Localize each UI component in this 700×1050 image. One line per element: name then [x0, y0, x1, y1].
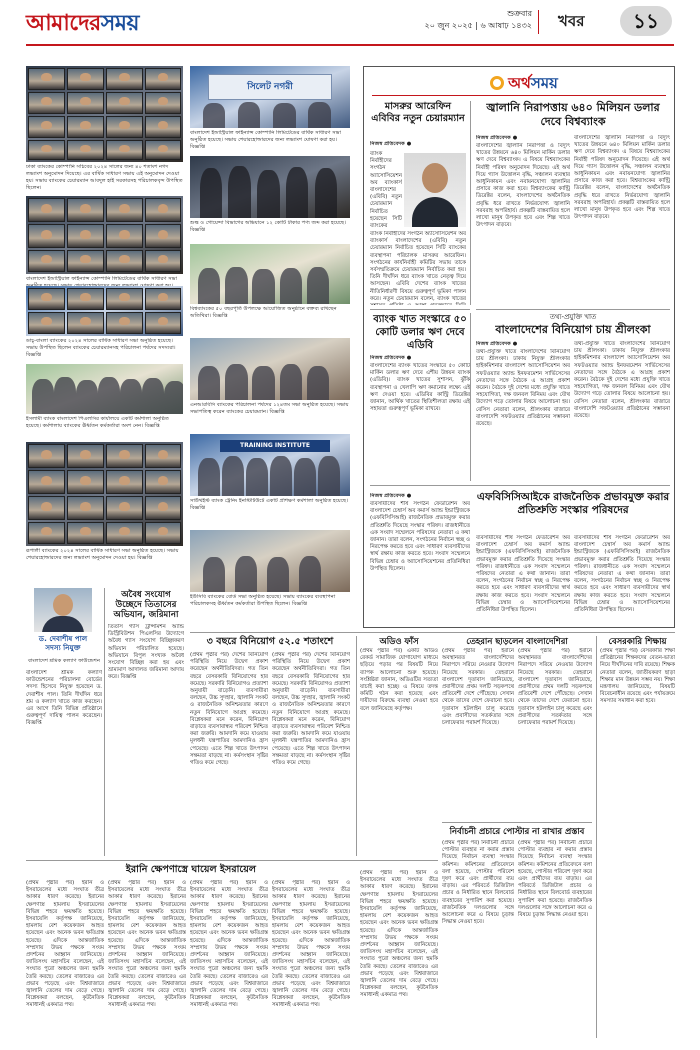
photo-caption: বিশ্বব্যাংকের ৫০ বছরপূর্তি উপলক্ষে আয়োজিত অনুষ্ঠানে বক্তব্য রাখছেন অতিথিরা। বিজ্ঞপ্তি: [190, 306, 337, 319]
zoom-meeting-photo[interactable]: [26, 196, 183, 274]
section-rule: [372, 95, 666, 96]
video-tile: [28, 496, 65, 520]
story-body: (প্রথম পৃষ্ঠার পর) ইরান ও ইসরায়েলের মধ্যে সংঘাত তীব্র আকার ধারণ করেছে। ইরানের ক্ষেপণাস্ত্র হামলায় ইসরায়েলের বিভিন্ন শহরে ক্ষয়ক্ষতি হয়েছে। ইসরায়েলি কর্তৃপক্ষ জানিয়েছে, হামলায় বেশ কয়েকজন আহত হয়েছেন এবং অনেক ভবন ক্ষতিগ্রস্ত হয়েছে। এদিকে আন্তর্জাতিক সম্প্রদায় উভয় পক্ষকে সংযম প্রদর্শনের আহ্বান জানিয়েছে। জাতিসংঘ মহাসচিব বলেছেন, এই সংঘাত পুরো অঞ্চলের জন্য হুমকি তৈরি করছে। তেলের বাজারেও এর প্রভাব পড়েছে এবং বিশ্ববাজারে জ্বালানি তেলের দাম বেড়ে গেছে। বিশ্লেষকরা বলছেন, কূটনৈতিক সমাধানই একমাত্র পথ।: [108, 880, 186, 1009]
training-photo[interactable]: [190, 434, 350, 496]
story-headline-investment[interactable]: ৩ বছরে বিনিয়োগ ৫২.৫ শতাংশে: [206, 636, 334, 647]
video-tile: [145, 250, 181, 272]
video-tile: [67, 250, 104, 272]
video-tile: [106, 140, 143, 160]
video-tile: [67, 224, 104, 248]
video-tile: [145, 312, 181, 334]
video-tile: [28, 140, 65, 160]
column-rule: [470, 313, 471, 481]
story-body: ব্যাংক নির্বাহীদের সংগঠন অ্যাসোসিয়েশন অব ব্যাংকার্স বাংলাদেশের (এবিবি) নতুন চেয়ারম্যান নির্বাচিত হয়েছেন সিটি ব্যাংকের: [370, 151, 402, 229]
story-body: (প্রথম পৃষ্ঠার পর) ইরানে অবস্থানরত বাংলাদেশিদের নিরাপদে সরিয়ে নেওয়ার উদ্যোগ নিয়েছে সরকার। তেহরানে বাংলাদেশ দূতাবাস জানিয়েছে, প্রবাসীদের প্রথম দলটি সড়কপথে প্রতিবেশী দেশে পৌঁছেছে। সেখান থেকে তাদের দেশে ফেরানো হবে। দূতাবাস হটলাইন চালু করেছে এবং প্রবাসীদের সতর্কতার সঙ্গে চলাফেরার পরামর্শ দিয়েছে।: [518, 648, 592, 727]
video-tile: [106, 288, 143, 310]
story-headline-adb[interactable]: ব্যাংক খাত সংস্কারে ৫০ কোটি ডলার ঋণ দেবে এডিবি: [373, 314, 467, 351]
photo-caption: ঢাকা ব্যাংকের কোম্পানি সচিবের ২০২৪ সালের জন্য ৪০ শতাংশ নগদ লভ্যাংশ অনুমোদন দিয়েছে। এর বার্ষিক সাধারণ সভায় এই অনুমোদন দেওয়া হয়। সভায় ব্যাংকের চেয়ারম্যান আবদুল হাই সরকারসহ পরিচালকবৃন্দ উপস্থিত ছিলেন।: [26, 164, 183, 191]
video-tile: [106, 522, 143, 544]
video-tile: [28, 470, 65, 494]
section-title[interactable]: খবর: [558, 12, 585, 30]
story-kicker: তথ্য-প্রযুক্তি খাত: [549, 313, 597, 321]
seminar-photo[interactable]: [190, 244, 350, 304]
zoom-meeting-photo[interactable]: [26, 66, 183, 162]
video-tile: [145, 68, 181, 90]
video-tile: [145, 288, 181, 310]
video-tile: [106, 116, 143, 138]
video-tile: [106, 444, 143, 468]
story-rule: [370, 485, 670, 486]
story-body: (প্রথম পৃষ্ঠার পর) দেশের বিনিয়োগ পরিস্থিতি নিয়ে উদ্বেগ প্রকাশ করেছেন অর্থনীতিবিদরা। গত তিন বছরে বেসরকারি বিনিয়োগের হার কমেছে। সরকারি বিনিয়োগও প্রত্যাশা অনুযায়ী বাড়েনি। ব্যবসায়ীরা বলছেন, উচ্চ সুদহার, জ্বালানি সংকট ও রাজনৈতিক অনিশ্চয়তার কারণে নতুন বিনিয়োগে আগ্রহ কমেছে। বিশ্লেষকরা মনে করেন, বিনিয়োগ বাড়াতে ব্যবসাবান্ধব পরিবেশ নিশ্চিত করা জরুরি। আমদানি কমে যাওয়ায় মূলধনী যন্ত্রপাতির আমদানিও হ্রাস পেয়েছে। এতে শিল্প খাতে উৎপাদন সক্ষমতা বাড়ছে না। কর্মসংস্থান সৃষ্টির গতিও কমে গেছে।: [272, 652, 350, 767]
profile-caption: বাংলাদেশ শ্রমিক কল্যাণ ফাউন্ডেশন: [28, 658, 100, 664]
video-tile: [106, 92, 143, 114]
video-tile: [28, 312, 65, 334]
video-tile: [28, 444, 65, 468]
header-rule: [26, 44, 674, 46]
photo-caption: এনআরবিসি ব্যাংকের পরিচালনা পর্ষদের ১২৪তম সভা অনুষ্ঠিত হয়েছে। সভায় সভাপতিত্ব করেন ব্যাংকের চেয়ারম্যান। বিজ্ঞপ্তি: [190, 402, 349, 415]
video-tile: [67, 68, 104, 90]
side-story-body: তিতাস গ্যাস ট্রান্সমিশন অ্যান্ড ডিস্ট্রিবিউশন পিএলসির উদ্যোগে অবৈধ গ্যাস সংযোগ বিচ্ছিন্নকরণ অভিযান পরিচালিত হয়েছে। অভিযানে বিপুল সংখ্যক অবৈধ সংযোগ বিচ্ছিন্ন করা হয় এবং ভ্রাম্যমাণ আদালত জরিমানা আদায় করে। বিজ্ঞপ্তি: [108, 624, 184, 681]
story-headline-private-education[interactable]: বেসরকারি শিক্ষায়: [608, 636, 667, 646]
video-tile: [67, 198, 104, 222]
story-headline-tehran[interactable]: তেহরান ছাড়লেন বাংলাদেশিরা: [466, 636, 568, 646]
column-rule: [104, 588, 105, 856]
video-tile: [145, 470, 181, 494]
conference-banner: সিলেট নগরী: [208, 74, 332, 100]
story-rule: [370, 309, 470, 310]
story-headline-audio[interactable]: অডিও ফাঁস: [379, 636, 419, 646]
story-rule: [476, 309, 670, 310]
video-tile: [67, 92, 104, 114]
video-tile: [28, 68, 65, 90]
story-headline-sri-lanka[interactable]: বাংলাদেশের বিনিয়োগ চায় শ্রীলংকা: [495, 323, 651, 336]
story-body: ব্যবসায়ীদের শীর্ষ সংগঠন ফেডারেশন অব বাংলাদেশ চেম্বার্স অব কমার্স অ্যান্ড ইন্ডাস্ট্রিজকে (এফবিসিসিআই) রাজনৈতিক প্রভাবমুক্ত করার প্রতিশ্রুতি দিয়েছে সংস্কার পরিষদ। রাজধানীতে এক সংবাদ সম্মেলনে পরিষদের নেতারা এ কথা জানান। তারা বলেন, সংগঠনের নির্বাচন স্বচ্ছ ও নিরপেক্ষ করতে হবে এবং সাধারণ ব্যবসায়ীদের স্বার্থ রক্ষায় কাজ করতে হবে। সংবাদ সম্মেলনে বিভিন্ন চেম্বার ও অ্যাসোসিয়েশনের প্রতিনিধিরা উপস্থিত ছিলেন।: [574, 535, 670, 614]
byline: নিজস্ব প্রতিবেদক ●: [476, 135, 518, 141]
business-section-box: [363, 66, 675, 628]
video-tile: [106, 250, 143, 272]
story-body: (প্রথম পৃষ্ঠার পর) ইরান ও ইসরায়েলের মধ্যে সংঘাত তীব্র আকার ধারণ করেছে। ইরানের ক্ষেপণাস্ত্র হামলায় ইসরায়েলের বিভিন্ন শহরে ক্ষয়ক্ষতি হয়েছে। ইসরায়েলি কর্তৃপক্ষ জানিয়েছে, হামলায় বেশ কয়েকজন আহত হয়েছেন এবং অনেক ভবন ক্ষতিগ্রস্ত হয়েছে। এদিকে আন্তর্জাতিক সম্প্রদায় উভয় পক্ষকে সংযম প্রদর্শনের আহ্বান জানিয়েছে। জাতিসংঘ মহাসচিব বলেছেন, এই সংঘাত পুরো অঞ্চলের জন্য হুমকি তৈরি করছে। তেলের বাজারেও এর প্রভাব পড়েছে এবং বিশ্ববাজারে জ্বালানি তেলের দাম বেড়ে গেছে। বিশ্লেষকরা বলছেন, কূটনৈতিক সমাধানই একমাত্র পথ।: [26, 880, 104, 1009]
photo-caption: ডাচ্-বাংলা ব্যাংকের ২০২৪ সালের বার্ষিক সাধারণ সভা অনুষ্ঠিত হয়েছে। সভায় উপস্থিত ছিলেন ব্যাংকের চেয়ারম্যানসহ পরিচালনা পর্ষদের সদস্যরা। বিজ্ঞপ্তি: [26, 338, 176, 358]
story-body: (প্রথম পৃষ্ঠার পর) বেসরকারি শিক্ষা প্রতিষ্ঠানের শিক্ষকদের বেতন-ভাতা নিয়ে দীর্ঘদিনের দাবি রয়েছে। শিক্ষক নেতারা বলেন, জাতীয়করণ ছাড়া শিক্ষার মান উন্নয়ন সম্ভব নয়। শিক্ষা মন্ত্রণালয় জানিয়েছে, বিষয়টি বিবেচনাধীন রয়েছে এবং পর্যায়ক্রমে সমস্যার সমাধান করা হবে।: [600, 648, 675, 705]
video-tile: [106, 198, 143, 222]
video-tile: [67, 496, 104, 520]
story-headline-election-poster[interactable]: নির্বাচনী প্রচারে পোস্টার না রাখার প্রস্তাব: [449, 826, 585, 836]
story-body: (প্রথম পৃষ্ঠার পর) ইরান ও ইসরায়েলের মধ্যে সংঘাত তীব্র আকার ধারণ করেছে। ইরানের ক্ষেপণাস্ত্র হামলায় ইসরায়েলের বিভিন্ন শহরে ক্ষয়ক্ষতি হয়েছে। ইসরায়েলি কর্তৃপক্ষ জানিয়েছে, হামলায় বেশ কয়েকজন আহত হয়েছেন এবং অনেক ভবন ক্ষতিগ্রস্ত হয়েছে। এদিকে আন্তর্জাতিক সম্প্রদায় উভয় পক্ষকে সংযম প্রদর্শনের আহ্বান জানিয়েছে। জাতিসংঘ মহাসচিব বলেছেন, এই সংঘাত পুরো অঞ্চলের জন্য হুমকি তৈরি করছে। তেলের বাজারেও এর প্রভাব পড়েছে এবং বিশ্ববাজারে জ্বালানি তেলের দাম বেড়ে গেছে। বিশ্লেষকরা বলছেন, কূটনৈতিক সমাধানই একমাত্র পথ।: [272, 880, 350, 1009]
byline: নিজস্ব প্রতিবেদক ●: [370, 141, 412, 147]
profile-photo[interactable]: [34, 588, 92, 632]
zoom-meeting-photo[interactable]: [26, 286, 183, 336]
byline: নিজস্ব প্রতিবেদক ●: [370, 493, 412, 499]
video-tile: [28, 116, 65, 138]
zoom-meeting-photo[interactable]: [26, 442, 183, 546]
video-tile: [28, 198, 65, 222]
story-body: (প্রথম পৃষ্ঠার পর) দেশের বিনিয়োগ পরিস্থিতি নিয়ে উদ্বেগ প্রকাশ করেছেন অর্থনীতিবিদরা। গত তিন বছরে বেসরকারি বিনিয়োগের হার কমেছে। সরকারি বিনিয়োগও প্রত্যাশা অনুযায়ী বাড়েনি। ব্যবসায়ীরা বলছেন, উচ্চ সুদহার, জ্বালানি সংকট ও রাজনৈতিক অনিশ্চয়তার কারণে নতুন বিনিয়োগে আগ্রহ কমেছে। বিশ্লেষকরা মনে করেন, বিনিয়োগ বাড়াতে ব্যবসাবান্ধব পরিবেশ নিশ্চিত করা জরুরি। আমদানি কমে যাওয়ায় মূলধনী যন্ত্রপাতির আমদানিও হ্রাস পেয়েছে। এতে শিল্প খাতে উৎপাদন সক্ষমতা বাড়ছে না। কর্মসংস্থান সৃষ্টির গতিও কমে গেছে।: [190, 652, 268, 767]
section-rule: [190, 632, 675, 633]
event-photo[interactable]: [26, 364, 183, 414]
date-block: [425, 8, 533, 32]
story-body: (প্রথম পৃষ্ঠার পর) ইরানে অবস্থানরত বাংলাদেশিদের নিরাপদে সরিয়ে নেওয়ার উদ্যোগ নিয়েছে সরকার। তেহরানে বাংলাদেশ দূতাবাস জানিয়েছে, প্রবাসীদের প্রথম দলটি সড়কপথে প্রতিবেশী দেশে পৌঁছেছে। সেখান থেকে তাদের দেশে ফেরানো হবে। দূতাবাস হটলাইন চালু করেছে এবং প্রবাসীদের সতর্কতার সঙ্গে চলাফেরার পরামর্শ দিয়েছে।: [442, 648, 514, 727]
board-meeting-photo[interactable]: [190, 338, 350, 400]
seizure-photo[interactable]: [190, 156, 350, 218]
page-header: [0, 0, 700, 48]
story-headline-iran-missile[interactable]: ইরানি ক্ষেপণাস্ত্রে ঘায়েল ইসরায়েল: [125, 864, 257, 875]
video-tile: [67, 444, 104, 468]
video-tile: [28, 288, 65, 310]
photo-caption: বাংলাদেশ ইন্ডাস্ট্রিয়াল ফাইন্যান্স কোম্পানি লিমিটেডের বার্ষিক সাধারণ সভা অনুষ্ঠিত হয়েছে। সভায় শেয়ারহোল্ডারদের জন্য লভ্যাংশ ঘোষণা করা হয়। বিজ্ঞপ্তি: [190, 130, 341, 150]
video-tile: [67, 116, 104, 138]
story-body: বাংলাদেশের জ্বালানি নিরাপত্তা ও বিদ্যুৎ খাতের উন্নয়নে ৬৪০ মিলিয়ন মার্কিন ডলার ঋণ দেবে বিশ্বব্যাংক। এ বিষয়ে বিশ্বব্যাংকের নির্বাহী পরিষদ অনুমোদন দিয়েছে। এই অর্থ দিয়ে গ্যাস উত্তোলন বৃদ্ধি, সঞ্চালন ব্যবস্থার আধুনিকায়ন এবং নবায়নযোগ্য জ্বালানির প্রসারে কাজ করা হবে। বিশ্বব্যাংকের কান্ট্রি ডিরেক্টর বলেন, বাংলাদেশের অর্থনৈতিক প্রবৃদ্ধি ধরে রাখতে নির্ভরযোগ্য জ্বালানি সরবরাহ অপরিহার্য। প্রকল্পটি বাস্তবায়িত হলে লাখো মানুষ উপকৃত হবে এবং শিল্প খাতে উৎপাদন বাড়বে।: [476, 143, 570, 229]
portrait-face: [422, 163, 448, 193]
photo-caption: বাংলাদেশ ইন্ডাস্ট্রিয়াল ফাইন্যান্স কোম্পানি লিমিটেডের বার্ষিক সাধারণ সভা: [26, 276, 177, 282]
portrait-suit: [42, 616, 84, 632]
date-label: ২০ জুন ২০২৫ | ৬ আষাঢ় ১৪৩২: [424, 21, 532, 30]
story-body: বাংলাদেশের জ্বালানি নিরাপত্তা ও বিদ্যুৎ খাতের উন্নয়নে ৬৪০ মিলিয়ন মার্কিন ডলার ঋণ দেবে বিশ্বব্যাংক। এ বিষয়ে বিশ্বব্যাংকের নির্বাহী পরিষদ অনুমোদন দিয়েছে। এই অর্থ দিয়ে গ্যাস উত্তোলন বৃদ্ধি, সঞ্চালন ব্যবস্থার আধুনিকায়ন এবং নবায়নযোগ্য জ্বালানির প্রসারে কাজ করা হবে। বিশ্বব্যাংকের কান্ট্রি ডিরেক্টর বলেন, বাংলাদেশের অর্থনৈতিক প্রবৃদ্ধি ধরে রাখতে নির্ভরযোগ্য জ্বালানি সরবরাহ অপরিহার্য। প্রকল্পটি বাস্তবায়িত হলে লাখো মানুষ উপকৃত হবে এবং শিল্প খাতে উৎপাদন বাড়বে।: [574, 135, 670, 221]
video-tile: [28, 92, 65, 114]
photo-caption: রূপালী ব্যাংকের ২০২৪ সালের বার্ষিক সাধারণ সভা অনুষ্ঠিত হয়েছে। সভায় শেয়ারহোল্ডারদের জন্য লভ্যাংশ অনুমোদন দেওয়া হয়। বিজ্ঞপ্তি: [26, 548, 179, 561]
page-number: ১১: [620, 6, 672, 36]
photo-caption: ইসলামী ব্যাংক বাংলাদেশ পিএলসির কার্যালয়ে একটি কর্মশালা অনুষ্ঠিত হয়েছে। কর্মশালায় ব্যাংকের ঊর্ধ্বতন কর্মকর্তারা অংশ নেন। বিজ্ঞপ্তি: [26, 416, 169, 429]
video-tile: [28, 522, 65, 544]
story-headline-abb-chair[interactable]: মাসরুর আরেফিন এবিবির নতুন চেয়ারম্যান: [371, 101, 465, 124]
story-body: ব্যবসায়ীদের শীর্ষ সংগঠন ফেডারেশন অব বাংলাদেশ চেম্বার্স অব কমার্স অ্যান্ড ইন্ডাস্ট্রিজকে (এফবিসিসিআই) রাজনৈতিক প্রভাবমুক্ত করার প্রতিশ্রুতি দিয়েছে সংস্কার পরিষদ। রাজধানীতে এক সংবাদ সম্মেলনে পরিষদের নেতারা এ কথা জানান। তারা বলেন, সংগঠনের নির্বাচন স্বচ্ছ ও নিরপেক্ষ করতে হবে এবং সাধারণ ব্যবসায়ীদের স্বার্থ রক্ষায় কাজ করতে হবে। সংবাদ সম্মেলনে বিভিন্ন চেম্বার ও অ্যাসোসিয়েশনের প্রতিনিধিরা উপস্থিত ছিলেন।: [370, 501, 470, 572]
training-banner: TRAINING INSTITUTE: [220, 440, 330, 452]
story-body: (প্রথম পৃষ্ঠার পর) নির্বাচনী প্রচারে পোস্টার ব্যবহার না করার প্রস্তাব দিয়েছে নির্বাচন ব্যবস্থা সংস্কার কমিশন। কমিশনের প্রতিবেদনে বলা হয়েছে, পোস্টার পরিবেশ দূষণ করে এবং প্রার্থীদের ব্যয় বাড়ায়। এর পরিবর্তে ডিজিটাল প্রচার ও নির্ধারিত স্থানে বিলবোর্ড ব্যবহারের সুপারিশ করা হয়েছে। রাজনৈতিক দলগুলোর সঙ্গে আলোচনা করে এ বিষয়ে চূড়ান্ত সিদ্ধান্ত নেওয়া হবে।: [442, 840, 514, 926]
column-rule: [470, 101, 471, 305]
video-tile: [28, 250, 65, 272]
business-section-logo[interactable]: অর্থসময়: [424, 72, 624, 92]
story-body: তথ্য-প্রযুক্তি খাতে বাংলাদেশের বিনিয়োগ চায় শ্রীলংকা। ঢাকায় নিযুক্ত শ্রীলংকার হাইকমিশনার বাংলাদেশ অ্যাসোসিয়েশন অব সফটওয়্যার অ্যান্ড ইনফরমেশন সার্ভিসেসের নেতাদের সঙ্গে বৈঠকে এ আগ্রহ প্রকাশ করেন। বৈঠকে দুই দেশের মধ্যে প্রযুক্তি খাতে সহযোগিতা, দক্ষ জনবল বিনিময় এবং যৌথ উদ্যোগ গড়ে তোলার বিষয়ে আলোচনা হয়। বেসিস নেতারা বলেন, শ্রীলংকার বাজারে বাংলাদেশি সফটওয়্যার প্রতিষ্ঠানের সম্ভাবনা রয়েছে।: [574, 341, 670, 420]
video-tile: [67, 312, 104, 334]
coin-icon: [490, 76, 504, 90]
header-divider: [538, 10, 539, 34]
story-body: ব্যাংক নির্বাহীদের সংগঠন অ্যাসোসিয়েশন অব ব্যাংকার্স বাংলাদেশের (এবিবি) নতুন চেয়ারম্যান নির্বাচিত হয়েছেন সিটি ব্যাংকের ব্যবস্থাপনা পরিচালক মাসরুর আরেফিন। সংগঠনের কার্যনির্বাহী কমিটির সভায় তাকে সর্বসম্মতিক্রমে চেয়ারম্যান নির্বাচিত করা হয়। তিনি দীর্ঘদিন ধরে ব্যাংক খাতে নেতৃত্ব দিয়ে আসছেন। এবিবি দেশের ব্যাংক খাতের নীতিনির্ধারণী বিষয়ে গুরুত্বপূর্ণ ভূমিকা পালন করে। নতুন চেয়ারম্যান বলেন, ব্যাংক খাতের: [370, 231, 466, 302]
story-headline-fbcci[interactable]: এফবিসিসিআইকে রাজনৈতিক প্রভাবমুক্ত করার প্রতিশ্রুতি সংস্কার পরিষদের: [476, 491, 670, 516]
meeting-photo[interactable]: [190, 530, 350, 592]
story-body: (প্রথম পৃষ্ঠার পর) নির্বাচনী প্রচারে পোস্টার ব্যবহার না করার প্রস্তাব দিয়েছে নির্বাচন ব্যবস্থা সংস্কার কমিশন। কমিশনের প্রতিবেদনে বলা হয়েছে, পোস্টার পরিবেশ দূষণ করে এবং প্রার্থীদের ব্যয় বাড়ায়। এর পরিবর্তে ডিজিটাল প্রচার ও নির্ধারিত স্থানে বিলবোর্ড ব্যবহারের সুপারিশ করা হয়েছে। রাজনৈতিক দলগুলোর সঙ্গে আলোচনা করে এ বিষয়ে চূড়ান্ত সিদ্ধান্ত নেওয়া হবে।: [518, 840, 592, 919]
video-tile: [106, 312, 143, 334]
story-body: (প্রথম পৃষ্ঠার পর) ইরান ও ইসরায়েলের মধ্যে সংঘাত তীব্র আকার ধারণ করেছে। ইরানের ক্ষেপণাস্ত্র হামলায় ইসরায়েলের বিভিন্ন শহরে ক্ষয়ক্ষতি হয়েছে। ইসরায়েলি কর্তৃপক্ষ জানিয়েছে, হামলায় বেশ কয়েকজন আহত হয়েছেন এবং অনেক ভবন ক্ষতিগ্রস্ত হয়েছে। এদিকে আন্তর্জাতিক সম্প্রদায় উভয় পক্ষকে সংযম প্রদর্শনের আহ্বান জানিয়েছে। জাতিসংঘ মহাসচিব বলেছেন, এই সংঘাত পুরো অঞ্চলের জন্য হুমকি তৈরি করছে। তেলের বাজারেও এর প্রভাব পড়েছে এবং বিশ্ববাজারে জ্বালানি তেলের দাম বেড়ে গেছে। বিশ্লেষকরা বলছেন, কূটনৈতিক সমাধানই একমাত্র পথ।: [190, 880, 268, 1009]
video-tile: [28, 224, 65, 248]
video-tile: [106, 470, 143, 494]
video-tile: [67, 288, 104, 310]
conference-photo[interactable]: [190, 66, 350, 128]
newspaper-logo[interactable]: আমাদেরসময়: [26, 10, 139, 36]
video-tile: [106, 496, 143, 520]
story-headline-world-bank[interactable]: জ্বালানি নিরাপত্তায় ৬৪০ মিলিয়ন ডলার দেবে বিশ্বব্যাংক: [486, 101, 660, 128]
video-tile: [145, 522, 181, 544]
portrait-suit: [412, 197, 458, 227]
video-tile: [106, 224, 143, 248]
byline: নিজস্ব প্রতিবেদক ●: [370, 355, 412, 361]
day-label: শুক্রবার: [507, 9, 532, 18]
video-tile: [145, 116, 181, 138]
story-body: (প্রথম পৃষ্ঠার পর) ইরান ও ইসরায়েলের মধ্যে সংঘাত তীব্র আকার ধারণ করেছে। ইরানের ক্ষেপণাস্ত্র হামলায় ইসরায়েলের বিভিন্ন শহরে ক্ষয়ক্ষতি হয়েছে। ইসরায়েলি কর্তৃপক্ষ জানিয়েছে, হামলায় বেশ কয়েকজন আহত হয়েছেন এবং অনেক ভবন ক্ষতিগ্রস্ত হয়েছে। এদিকে আন্তর্জাতিক সম্প্রদায় উভয় পক্ষকে সংযম প্রদর্শনের আহ্বান জানিয়েছে। জাতিসংঘ মহাসচিব বলেছেন, এই সংঘাত পুরো অঞ্চলের জন্য হুমকি তৈরি করছে। তেলের বাজারেও এর প্রভাব পড়েছে এবং বিশ্ববাজারে জ্বালানি তেলের দাম বেড়ে গেছে। বিশ্লেষকরা বলছেন, কূটনৈতিক সমাধানই একমাত্র পথ।: [360, 870, 438, 999]
photo-caption: সাউথইস্ট ব্যাংক ট্রেনিং ইনস্টিটিউটে একটি প্রশিক্ষণ কর্মশালা অনুষ্ঠিত হয়েছে। বিজ্ঞপ্তি: [190, 498, 348, 511]
story-body: ব্যবসায়ীদের শীর্ষ সংগঠন ফেডারেশন অব বাংলাদেশ চেম্বার্স অব কমার্স অ্যান্ড ইন্ডাস্ট্রিজকে (এফবিসিসিআই) রাজনৈতিক প্রভাবমুক্ত করার প্রতিশ্রুতি দিয়েছে সংস্কার পরিষদ। রাজধানীতে এক সংবাদ সম্মেলনে পরিষদের নেতারা এ কথা জানান। তারা বলেন, সংগঠনের নির্বাচন স্বচ্ছ ও নিরপেক্ষ করতে হবে এবং সাধারণ ব্যবসায়ীদের স্বার্থ রক্ষায় কাজ করতে হবে। সংবাদ সম্মেলনে বিভিন্ন চেম্বার ও অ্যাসোসিয়েশনের প্রতিনিধিরা উপস্থিত ছিলেন।: [476, 535, 570, 614]
portrait-face: [53, 594, 73, 616]
story-rule: [442, 822, 592, 823]
story-rule: [26, 860, 438, 861]
video-tile: [145, 224, 181, 248]
photo-caption: ইউসিবি ব্যাংকের বোর্ড সভা অনুষ্ঠিত হয়েছে। সভায় ব্যাংকের ব্যবস্থাপনা পরিচালকসহ ঊর্ধ্বতন কর্মকর্তারা উপস্থিত ছিলেন। বিজ্ঞপ্তি: [190, 594, 336, 607]
column-rule: [356, 636, 357, 856]
story-body: (প্রথম পৃষ্ঠার পর) একটি অডিও রেকর্ড সামাজিক যোগাযোগ মাধ্যমে ছড়িয়ে পড়ার পর বিষয়টি নিয়ে ব্যাপক আলোচনা শুরু হয়েছে। সংশ্লিষ্টরা জানান, অডিওটির সত্যতা যাচাই করা হচ্ছে। এ বিষয়ে তদন্ত কমিটি গঠন করা হয়েছে এবং দায়ীদের বিরুদ্ধে ব্যবস্থা নেওয়া হবে বলে জানিয়েছে কর্তৃপক্ষ।: [360, 648, 438, 712]
video-tile: [145, 496, 181, 520]
photo-caption: শুল্ক ও গোয়েন্দা বিভাগের অভিযানে ১২ কোটি টাকার পণ্য জব্দ করা হয়েছে। বিজ্ঞপ্তি: [190, 220, 347, 233]
video-tile: [145, 140, 181, 160]
profile-story-body: বাংলাদেশ শ্রমিক কল্যাণ ফাউন্ডেশনের পরিচালনা বোর্ডের সদস্য হিসেবে নিযুক্ত হয়েছেন ড. দেবাশীষ পাল। তিনি দীর্ঘদিন ধরে শ্রম ও কল্যাণ খাতে কাজ করছেন। এর আগে তিনি বিভিন্ন প্রতিষ্ঠানে গুরুত্বপূর্ণ দায়িত্ব পালন করেছেন। বিজ্ঞপ্তি: [26, 670, 102, 727]
video-tile: [67, 470, 104, 494]
side-story-headline[interactable]: অবৈধ সংযোগ উচ্ছেদে তিতাসের অভিযান, জরিমানা: [113, 590, 179, 620]
video-tile: [106, 68, 143, 90]
portrait-photo[interactable]: [404, 153, 466, 227]
video-tile: [67, 140, 104, 160]
story-body: বাংলাদেশের ব্যাংক খাতের সংস্কারে ৫০ কোটি মার্কিন ডলার ঋণ দেবে এশীয় উন্নয়ন ব্যাংক (এডিবি)। ব্যাংক খাতের সুশাসন, ঝুঁকি ব্যবস্থাপনা ও খেলাপি ঋণ কমানোর লক্ষ্যে এই ঋণ দেওয়া হবে। এডিবির কান্ট্রি ডিরেক্টর জানান, আর্থিক খাতের স্থিতিশীলতা রক্ষায় এই সহায়তা গুরুত্বপূর্ণ ভূমিকা রাখবে।: [370, 363, 470, 413]
column-rule: [596, 636, 597, 1038]
video-tile: [67, 522, 104, 544]
story-body: তথ্য-প্রযুক্তি খাতে বাংলাদেশের বিনিয়োগ চায় শ্রীলংকা। ঢাকায় নিযুক্ত শ্রীলংকার হাইকমিশনার বাংলাদেশ অ্যাসোসিয়েশন অব সফটওয়্যার অ্যান্ড ইনফরমেশন সার্ভিসেসের নেতাদের সঙ্গে বৈঠকে এ আগ্রহ প্রকাশ করেন। বৈঠকে দুই দেশের মধ্যে প্রযুক্তি খাতে সহযোগিতা, দক্ষ জনবল বিনিময় এবং যৌথ উদ্যোগ গড়ে তোলার বিষয়ে আলোচনা হয়। বেসিস নেতারা বলেন, শ্রীলংকার বাজারে বাংলাদেশি সফটওয়্যার প্রতিষ্ঠানের সম্ভাবনা রয়েছে।: [476, 349, 570, 428]
video-tile: [145, 198, 181, 222]
byline: নিজস্ব প্রতিবেদক ●: [476, 341, 518, 347]
video-tile: [145, 444, 181, 468]
profile-headline[interactable]: ড. দেবাশীষ পাল সদস্য নিযুক্ত: [38, 634, 88, 652]
video-tile: [145, 92, 181, 114]
